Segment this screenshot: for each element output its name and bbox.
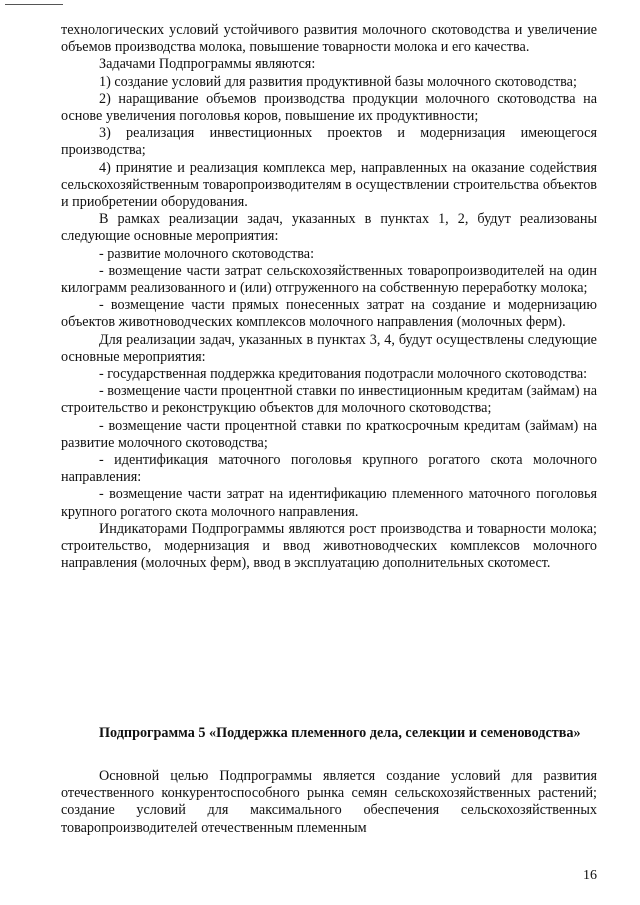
- paragraph-1: технологических условий устойчивого развития молочного скотоводства и увеличение объемов производства молока, повышение товарности молока и его качества.: [61, 22, 597, 56]
- paragraph-12: - государственная поддержка кредитования подотрасли молочного скотоводства:: [99, 366, 588, 383]
- paragraph-10: - возмещение части прямых понесенных затрат на создание и модернизацию объектов животноводческих комплексов молочного направления (молочных ферм).: [61, 297, 597, 331]
- paragraph-4: 2) наращивание объемов производства продукции молочного скотоводства на основе увеличения поголовья коров, повышение их продуктивности;: [61, 90, 597, 125]
- paragraph-3: 1) создание условий для развития продуктивной базы молочного скотоводства;: [99, 73, 577, 90]
- paragraph-17: Индикаторами Подпрограммы являются рост производства и товарности молока; строительство, модернизация и ввод животноводческих комплексов молочного направления (молочных ферм), ввод в эксплуатацию дополнительных скотомест.: [61, 520, 597, 572]
- section-heading-block: [61, 725, 597, 742]
- section-heading: Подпрограмма 5 «Поддержка племенного дела, селекции и семеноводства»: [99, 725, 581, 741]
- paragraph-5: 3) реализация инвестиционных проектов и модернизация имеющегося производства;: [61, 125, 597, 159]
- paragraph-2: Задачами Подпрограммы являются:: [99, 56, 316, 73]
- paragraph-9: - возмещение части затрат сельскохозяйственных товаропроизводителей на один килограмм реализованного и (или) отгруженного на собственную переработку молока;: [61, 262, 597, 297]
- closing-text: [61, 768, 597, 837]
- paragraph-14: - возмещение части процентной ставки по краткосрочным кредитам (займам) на развитие молочного скотоводства;: [61, 417, 597, 451]
- paragraph-6: 4) принятие и реализация комплекса мер, направленных на оказание содействия сельскохозяйственным товаропроизводителям в осуществлении строительства объектов и приобретении оборудования.: [61, 159, 597, 211]
- paragraph-13: - возмещение части процентной ставки по инвестиционным кредитам (займам) на строительство и реконструкцию объектов для молочного скотоводства;: [61, 383, 597, 417]
- scan-corner-mark: [5, 4, 63, 5]
- body-text: [61, 22, 597, 573]
- paragraph-16: - возмещение части затрат на идентификацию племенного маточного поголовья крупного рогатого скота молочного направления.: [61, 486, 597, 520]
- page-number: 16: [583, 868, 597, 883]
- paragraph-7: В рамках реализации задач, указанных в пунктах 1, 2, будут реализованы следующие основные мероприятия:: [61, 211, 597, 245]
- paragraph-15: - идентификация маточного поголовья крупного рогатого скота молочного направления:: [61, 452, 597, 486]
- paragraph-8: - развитие молочного скотоводства:: [99, 245, 315, 262]
- closing-paragraph: Основной целью Подпрограммы является создание условий для развития отечественного конкурентоспособного рынка семян сельскохозяйственных растений; создание условий для максимального обеспечения сельскохозяйственных товаропроизводителей отечественным племенным: [61, 768, 597, 836]
- paragraph-11: Для реализации задач, указанных в пунктах 3, 4, будут осуществлены следующие основные мероприятия:: [61, 331, 597, 365]
